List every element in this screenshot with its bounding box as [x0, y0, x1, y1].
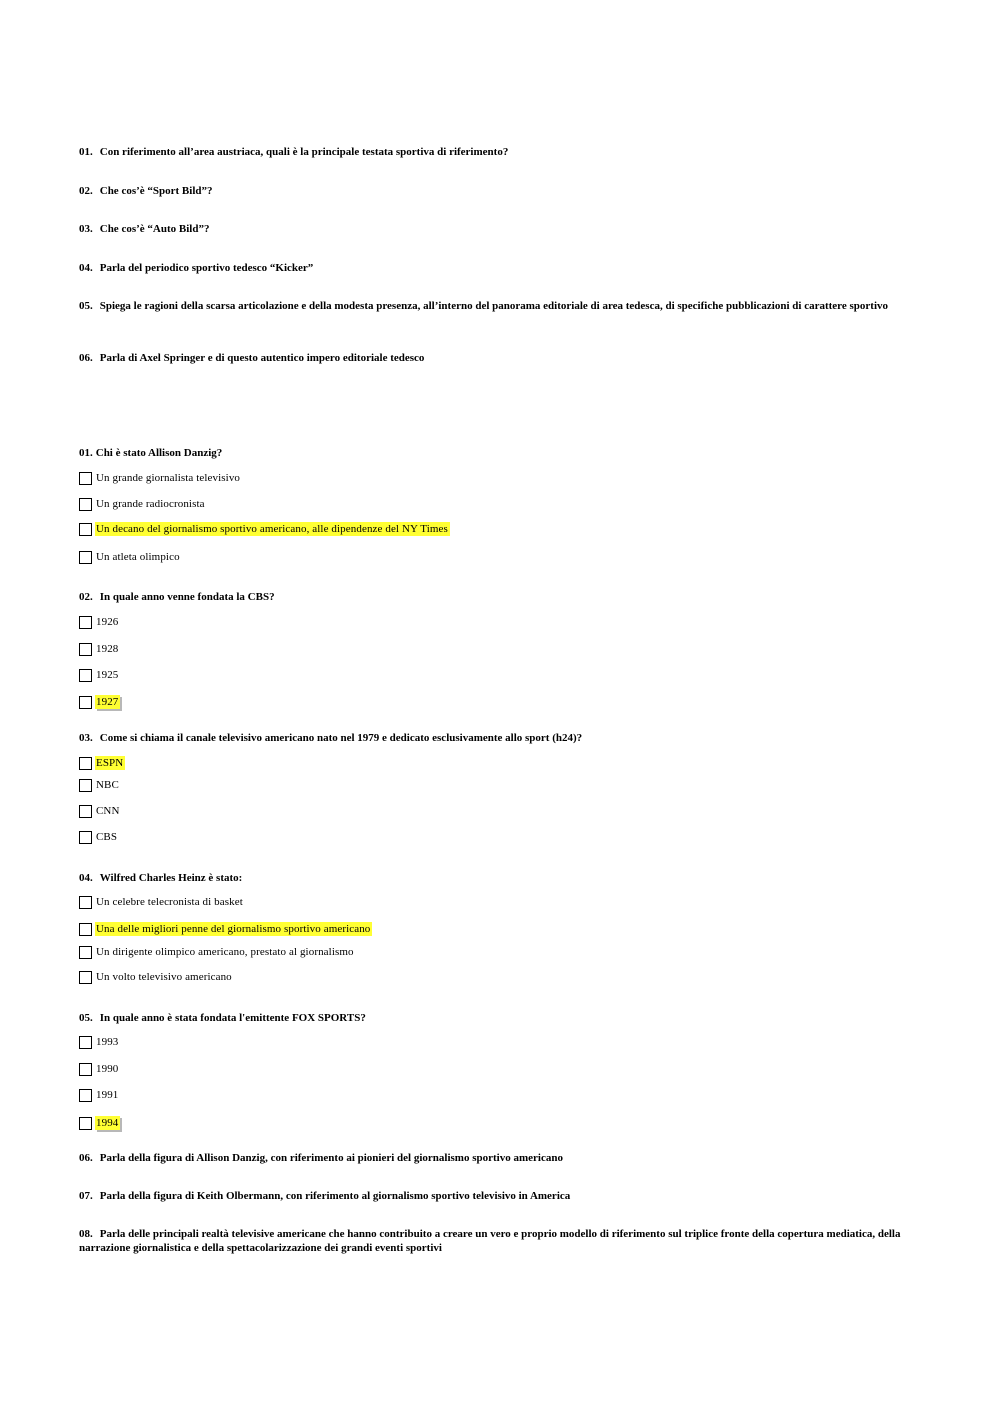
answer-checkbox[interactable]: [79, 805, 92, 818]
answer-label-highlighted: ESPN: [96, 757, 124, 769]
answer-checkbox[interactable]: [79, 946, 92, 959]
question-number: 03.: [79, 732, 93, 744]
answer-checkbox[interactable]: [79, 896, 92, 909]
answer-option[interactable]: [79, 829, 119, 845]
question-text: Come si chiama il canale televisivo americano nato nel 1979 e dedicato esclusivamente allo sport (h24)?: [99, 732, 583, 744]
answer-option-correct[interactable]: [79, 755, 125, 771]
answer-label: CNN: [96, 805, 120, 817]
answer-label: 1926: [96, 616, 119, 628]
question-number: 07.: [79, 1190, 93, 1202]
answer-checkbox[interactable]: [79, 779, 92, 792]
answer-checkbox[interactable]: [79, 472, 92, 485]
quiz-question-5: [79, 1011, 909, 1025]
answer-option-correct[interactable]: [79, 1115, 120, 1131]
answer-option[interactable]: [79, 969, 234, 985]
question-text: Parla del periodico sportivo tedesco “Kicker”: [99, 262, 314, 274]
answer-label: 1925: [96, 669, 119, 681]
question-text: In quale anno è stata fondata l'emittente FOX SPORTS?: [99, 1012, 366, 1024]
final-question-8: [79, 1227, 909, 1255]
question-number: 05.: [79, 300, 93, 312]
question-text: Parla delle principali realtà televisive americane che hanno contribuito a creare un vero e proprio modello di riferimento sul triplice fronte della copertura mediatica, della narrazione giornalistica e della spettacolarizzazione dei grandi eventi sportivi: [79, 1228, 901, 1254]
answer-option-correct[interactable]: [79, 521, 450, 537]
answer-checkbox[interactable]: [79, 923, 92, 936]
answer-checkbox[interactable]: [79, 696, 92, 709]
answer-checkbox[interactable]: [79, 831, 92, 844]
answer-checkbox[interactable]: [79, 523, 92, 536]
question-number: 06.: [79, 352, 93, 364]
open-question-6: [79, 351, 909, 365]
answer-option[interactable]: [79, 1061, 120, 1077]
question-text: Che cos’è “Auto Bild”?: [99, 223, 210, 235]
answer-label: 1990: [96, 1063, 119, 1075]
answer-option[interactable]: [79, 470, 242, 486]
answer-label: Un celebre telecronista di basket: [96, 896, 243, 908]
answer-label: Un volto televisivo americano: [96, 971, 232, 983]
answer-checkbox[interactable]: [79, 971, 92, 984]
answer-option[interactable]: [79, 1087, 120, 1103]
open-question-4: [79, 261, 909, 275]
question-number: 01.: [79, 146, 93, 158]
question-number: 02.: [79, 591, 93, 603]
answer-checkbox[interactable]: [79, 643, 92, 656]
question-text: Parla di Axel Springer e di questo autentico impero editoriale tedesco: [99, 352, 425, 364]
quiz-question-4: [79, 871, 909, 885]
answer-checkbox[interactable]: [79, 1063, 92, 1076]
question-text: Parla della figura di Keith Olbermann, con riferimento al giornalismo sportivo televisivo in America: [99, 1190, 571, 1202]
answer-checkbox[interactable]: [79, 551, 92, 564]
quiz-question-3: [79, 731, 909, 745]
answer-option[interactable]: [79, 614, 120, 630]
answer-checkbox[interactable]: [79, 616, 92, 629]
answer-option[interactable]: [79, 803, 122, 819]
answer-option[interactable]: [79, 777, 121, 793]
answer-label: 1928: [96, 643, 119, 655]
question-text: In quale anno venne fondata la CBS?: [99, 591, 275, 603]
open-question-3: [79, 222, 909, 236]
question-number: 01.: [79, 447, 93, 459]
answer-label: Un grande radiocronista: [96, 498, 205, 510]
question-text: Che cos’è “Sport Bild”?: [99, 185, 213, 197]
question-number: 04.: [79, 872, 93, 884]
answer-option[interactable]: [79, 549, 182, 565]
answer-option-correct[interactable]: [79, 921, 372, 937]
open-question-5: [79, 299, 909, 313]
question-text: Spiega le ragioni della scarsa articolazione e della modesta presenza, all’interno del panorama editoriale di area tedesca, di specifiche pubblicazioni di carattere sportivo: [99, 300, 889, 312]
answer-label-highlighted: Un decano del giornalismo sportivo americano, alle dipendenze del NY Times: [96, 523, 448, 535]
open-question-2: [79, 184, 909, 198]
question-text: Chi è stato Allison Danzig?: [95, 447, 223, 459]
answer-label: Un grande giornalista televisivo: [96, 472, 241, 484]
answer-option[interactable]: [79, 894, 245, 910]
answer-label-highlighted: 1994: [96, 1117, 119, 1129]
question-number: 04.: [79, 262, 93, 274]
answer-option[interactable]: [79, 641, 120, 657]
question-text: Parla della figura di Allison Danzig, con riferimento ai pionieri del giornalismo sportivo americano: [99, 1152, 563, 1164]
quiz-question-2: [79, 590, 909, 604]
final-question-7: [79, 1189, 909, 1203]
answer-option[interactable]: [79, 1034, 120, 1050]
answer-label: CBS: [96, 831, 118, 843]
answer-label-highlighted: 1927: [96, 696, 119, 708]
answer-label: Un atleta olimpico: [96, 551, 180, 563]
answer-label: Un dirigente olimpico americano, prestato al giornalismo: [96, 946, 354, 958]
question-text: Con riferimento all’area austriaca, quali è la principale testata sportiva di riferimento?: [99, 146, 509, 158]
answer-label: 1991: [96, 1089, 119, 1101]
question-text: Wilfred Charles Heinz è stato:: [99, 872, 243, 884]
question-number: 06.: [79, 1152, 93, 1164]
question-number: 08.: [79, 1228, 93, 1240]
question-number: 03.: [79, 223, 93, 235]
quiz-question-1: [79, 446, 909, 460]
question-number: 02.: [79, 185, 93, 197]
question-number: 05.: [79, 1012, 93, 1024]
answer-label: NBC: [96, 779, 119, 791]
answer-checkbox[interactable]: [79, 1117, 92, 1130]
answer-option[interactable]: [79, 667, 120, 683]
answer-checkbox[interactable]: [79, 757, 92, 770]
answer-option[interactable]: [79, 944, 356, 960]
answer-option[interactable]: [79, 496, 207, 512]
answer-label-highlighted: Una delle migliori penne del giornalismo sportivo americano: [96, 923, 371, 935]
answer-checkbox[interactable]: [79, 498, 92, 511]
answer-checkbox[interactable]: [79, 1089, 92, 1102]
answer-option-correct[interactable]: [79, 694, 120, 710]
open-question-1: [79, 145, 909, 159]
final-question-6: [79, 1151, 909, 1165]
answer-checkbox[interactable]: [79, 1036, 92, 1049]
answer-label: 1993: [96, 1036, 119, 1048]
answer-checkbox[interactable]: [79, 669, 92, 682]
